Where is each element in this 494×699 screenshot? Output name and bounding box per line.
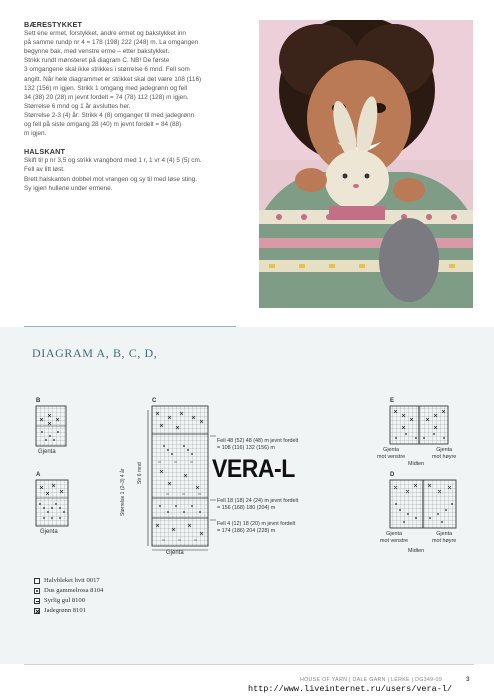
vera-l-stamp: VERA-L — [212, 455, 295, 483]
decrease-note-3-b: = 174 (186) 204 (228) m — [217, 527, 276, 534]
chart-c-label: C — [152, 398, 157, 404]
text-line: angitt. Når hele diagrammet er strikket skal det være 108 (116) — [24, 75, 202, 83]
chart-a — [36, 480, 68, 526]
legend-label: Syrlig gul 8100 — [44, 597, 86, 604]
chart-b — [36, 406, 66, 446]
text-line: m igjen. — [24, 130, 47, 138]
text-line: Skift til p nr 3,5 og strikk vrangbord med 1 r, 1 vr 4 (4) 5 (5) cm. — [24, 157, 202, 165]
chart-d — [390, 480, 456, 528]
chart-a-label: A — [36, 472, 41, 478]
chart-e-center: Midten — [408, 461, 425, 467]
legend-label: Halvbleket hvit 0017 — [44, 577, 100, 584]
chart-e-label: E — [390, 398, 395, 404]
chart-c-gjenta: Gjenta — [166, 550, 184, 556]
text-line: 34 (38) 20 (28) m jevnt fordelt = 74 (78) 112 (128) m igjen. — [24, 93, 189, 101]
text-line: Sett ene ermet, forstykket, andre ermet og bakstykket inn — [24, 30, 186, 38]
legend-item — [34, 576, 103, 586]
footer-text: HOUSE OF YARN | DALE GARN | LERKE | DG349-09 — [300, 677, 442, 683]
page-number: 3 — [466, 676, 470, 683]
section-heading-baerestykket: BÆRESTYKKET — [24, 20, 83, 29]
chart-c — [148, 406, 216, 550]
chart-e-repeat-right: Gjenta mot høyre — [432, 447, 457, 460]
decrease-note-1-a: Fell 48 (52) 48 (48) m jevnt fordelt — [217, 438, 299, 444]
text-line: Størrelse 6 mnd og 1 år avsluttes her. — [24, 102, 131, 110]
chart-d-label: D — [390, 472, 395, 478]
decrease-note-1 — [217, 438, 298, 451]
text-line: Brett halskanten dobbel mot vrangen og sy til med løse sting. — [24, 175, 197, 183]
text-line: begynne bak, med venstre erme – etter bakstykket. — [24, 48, 170, 56]
cross-square-icon — [34, 608, 40, 614]
decrease-note-2 — [217, 498, 298, 511]
dot-square-icon — [34, 588, 40, 594]
empty-square-icon — [34, 578, 40, 584]
text-line: Størrelse 2-3 (4) år: Strikk 4 (8) omganger til med jadegrønn — [24, 111, 195, 119]
chart-a-gjenta: Gjenta — [40, 529, 58, 535]
chart-e — [390, 406, 448, 444]
footer-divider — [24, 664, 474, 665]
decrease-note-2-a: Fell 18 (18) 24 (24) m jevnt fordelt — [217, 498, 299, 504]
decrease-note-1-b: = 108 (116) 132 (156) m — [217, 444, 275, 451]
legend-item — [34, 606, 103, 616]
text-line: 132 (156) m igjen. Strikk 1 omgang med jadegrønn og fell — [24, 84, 188, 92]
color-legend — [34, 576, 103, 616]
text-line: Sy igjen hullene under ermene. — [24, 184, 113, 192]
size-label-years: Størrelse 1 (2–3) 4 år — [120, 468, 126, 516]
watermark-url: http://www.liveinternet.ru/users/vera-l/ — [248, 684, 453, 694]
legend-item — [34, 586, 103, 596]
text-line: 3 omgangene skal ikke strikkes i størrelse 6 mnd. Fell som — [24, 66, 190, 74]
legend-item — [34, 596, 103, 606]
diagram-title: DIAGRAM A, B, C, D, — [32, 346, 158, 360]
legend-label: Dus gammelrosa 8104 — [44, 587, 104, 594]
chart-d-center: Midten — [408, 548, 425, 554]
decrease-note-3-a: Fell 4 (12) 18 (20) m jevnt fordelt — [217, 521, 296, 527]
text-line: Fell av litt løst. — [24, 166, 65, 174]
chart-e-repeat-left: Gjenta mot venstre — [377, 447, 406, 460]
text-line: på samme rundp nr 4 = 178 (198) 222 (248) m. La omgangen — [24, 39, 199, 47]
legend-label: Jadegrønn 8101 — [44, 607, 86, 614]
chart-b-gjenta: Gjenta — [38, 449, 56, 455]
chart-d-repeat-right: Gjenta mot høyre — [432, 531, 457, 544]
text-line: Strikk rundt mønsteret på diagram C. NB! De første — [24, 57, 170, 65]
size-label-months: Str 6 mnd — [137, 462, 143, 484]
text-line: og fell på siste omgang 28 (40) m jevnt fordelt = 84 (88) — [24, 121, 182, 129]
dash-square-icon — [34, 598, 40, 604]
chart-b-label: B — [36, 398, 41, 404]
decrease-note-3 — [217, 521, 295, 534]
decrease-note-2-b: = 156 (168) 180 (204) m — [217, 504, 276, 511]
section-heading-halskant: HALSKANT — [24, 147, 66, 157]
chart-d-repeat-left: Gjenta mot venstre — [380, 531, 409, 544]
